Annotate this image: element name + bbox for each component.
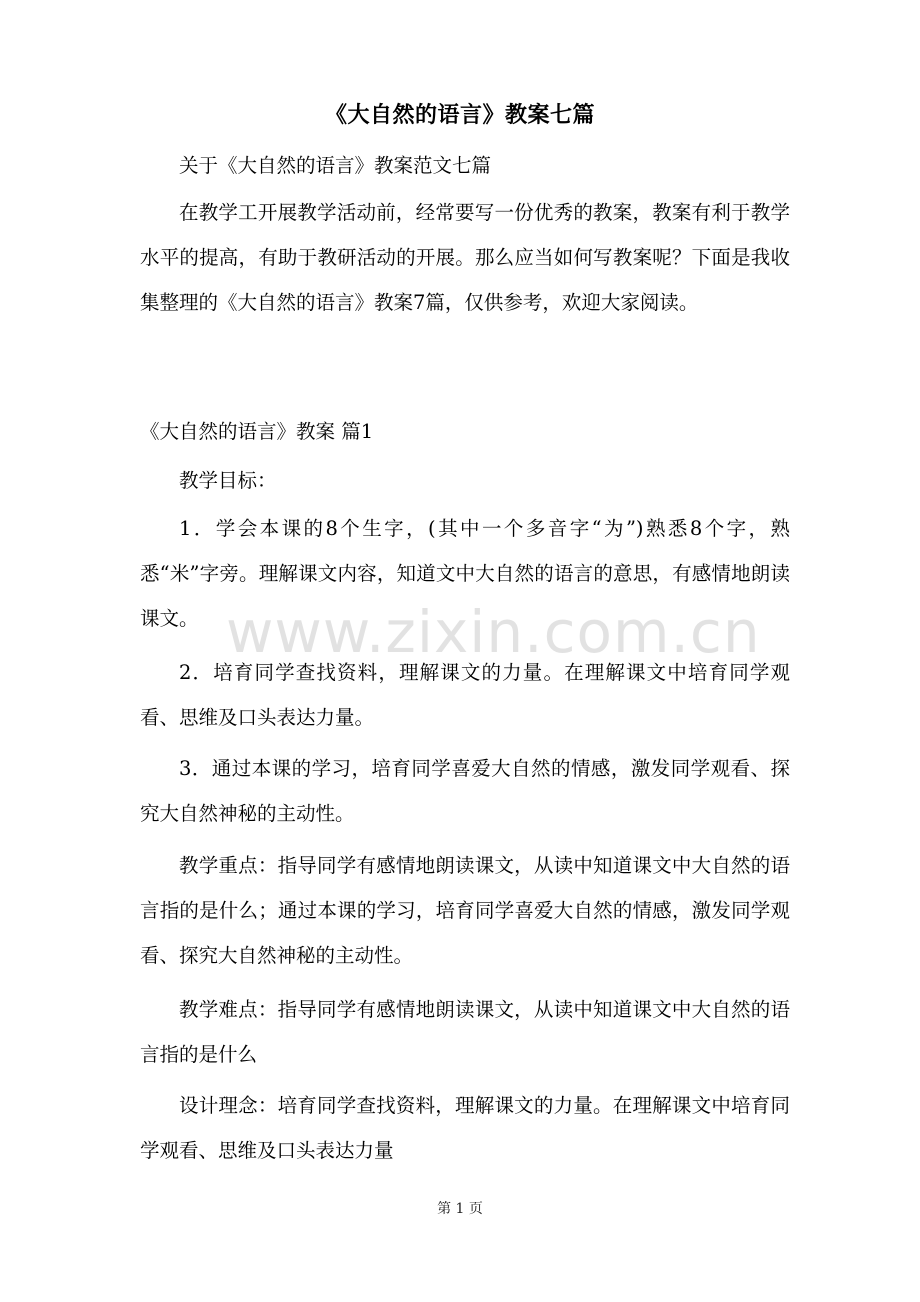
document-subtitle: 关于《大自然的语言》教案范文七篇 xyxy=(179,154,492,177)
intro-paragraph: 在教学工开展教学活动前，经常要写一份优秀的教案，教案有利于教学水平的提高，有助于教研活动的开展。那么应当如何写教案呢？下面是我收集整理的《大自然的语言》教案7篇，仅供参考，欢迎大家阅读。 xyxy=(140,201,790,314)
objective-1-paragraph: 1．学会本课的8个生字，(其中一个多音字“为”)熟悉8个字，熟悉“米”字旁。理解课文内容，知道文中大自然的语言的意思，有感情地朗读课文。 xyxy=(140,517,790,630)
design-concept-paragraph: 设计理念：培育同学查找资料，理解课文的力量。在理解课文中培育同学观看、思维及口头表达力量 xyxy=(140,1094,790,1162)
objective-2-paragraph: 2．培育同学查找资料，理解课文的力量。在理解课文中培育同学观看、思维及口头表达力量。 xyxy=(140,661,790,729)
key-points-paragraph: 教学重点：指导同学有感情地朗读课文，从读中知道课文中大自然的语言指的是什么；通过本课的学习，培育同学喜爱大自然的情感，激发同学观看、探究大自然神秘的主动性。 xyxy=(140,854,790,967)
difficulties-paragraph: 教学难点：指导同学有感情地朗读课文，从读中知道课文中大自然的语言指的是什么 xyxy=(140,998,790,1066)
page-number: 第 1 页 xyxy=(437,1201,483,1217)
objective-3-paragraph: 3．通过本课的学习，培育同学喜爱大自然的情感，激发同学观看、探究大自然神秘的主动性。 xyxy=(140,757,790,825)
document-title: 《大自然的语言》教案七篇 xyxy=(324,102,595,128)
watermark: www.zixin.com.cn xyxy=(226,598,761,666)
objectives-label: 教学目标： xyxy=(179,469,277,492)
section-heading: 《大自然的语言》教案 篇1 xyxy=(140,420,374,443)
